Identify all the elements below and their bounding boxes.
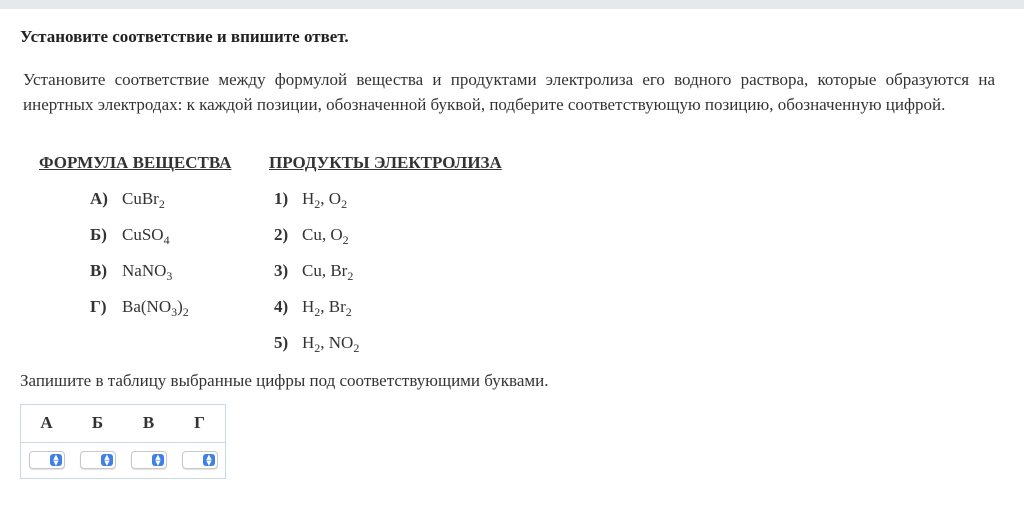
up-down-arrows-icon: ▲ ▼: [152, 454, 164, 466]
item-formula: NaNO$_3$: [122, 261, 173, 283]
answer-select-g[interactable]: [182, 451, 218, 469]
answer-header-b: Б: [91, 413, 104, 432]
item-label: 3): [274, 261, 289, 280]
item-label: 5): [274, 333, 289, 352]
item-label: В): [90, 261, 107, 280]
up-down-arrows-icon: ▲ ▼: [203, 454, 215, 466]
left-item: [90, 261, 172, 281]
answer-select-a[interactable]: [29, 451, 65, 469]
item-formula: $Ba(NO_3)_2$: [122, 297, 189, 319]
top-bar: [0, 0, 1024, 9]
item-formula: $H_2$, $O_2$: [302, 189, 348, 211]
item-label: 4): [274, 297, 289, 316]
left-column-header: ФОРМУЛА ВЕЩЕСТВА: [39, 153, 232, 172]
answer-instruction: Запишите в таблицу выбранные цифры под соответствующими буквами.: [20, 371, 549, 390]
task-heading: Установите соответствие и впишите ответ.: [20, 27, 349, 46]
left-item: [90, 225, 170, 245]
right-column-header: ПРОДУКТЫ ЭЛЕКТРОЛИЗА: [269, 153, 502, 172]
answer-select-b[interactable]: [80, 451, 116, 469]
left-item: [90, 297, 189, 317]
item-label: Г): [90, 297, 107, 316]
item-formula: CuBr$_2$: [122, 189, 165, 211]
item-formula: CuSO$_4$: [122, 225, 170, 247]
item-formula: Cu, $Br_2$: [302, 261, 354, 283]
right-item: [274, 297, 352, 317]
left-item: [90, 189, 165, 209]
answer-header-v: В: [142, 413, 155, 432]
task-statement: Установите соответствие между формулой вещества и продуктами электролиза его водного раствора, которые образуются на инертных электродах: к каждой позиции, обозначенной буквой, подберите соответствующую позицию, обозначенную цифрой.: [23, 70, 995, 114]
right-item: [274, 261, 353, 281]
up-down-arrows-icon: ▲ ▼: [50, 454, 62, 466]
item-label: А): [90, 189, 108, 208]
table-divider: [21, 442, 225, 443]
answer-header-g: Г: [194, 413, 205, 432]
up-down-arrows-icon: ▲ ▼: [101, 454, 113, 466]
right-item: [274, 225, 349, 245]
item-formula: $H_2$, $NO_2$: [302, 333, 360, 355]
item-label: 2): [274, 225, 289, 244]
item-label: 1): [274, 189, 289, 208]
right-item: [274, 333, 359, 353]
item-formula: Cu, $O_2$: [302, 225, 349, 247]
right-item: [274, 189, 347, 209]
answer-select-v[interactable]: [131, 451, 167, 469]
answer-table: [20, 404, 226, 479]
answer-header-a: А: [40, 413, 53, 432]
item-formula: $H_2$, $Br_2$: [302, 297, 352, 319]
item-label: Б): [90, 225, 107, 244]
